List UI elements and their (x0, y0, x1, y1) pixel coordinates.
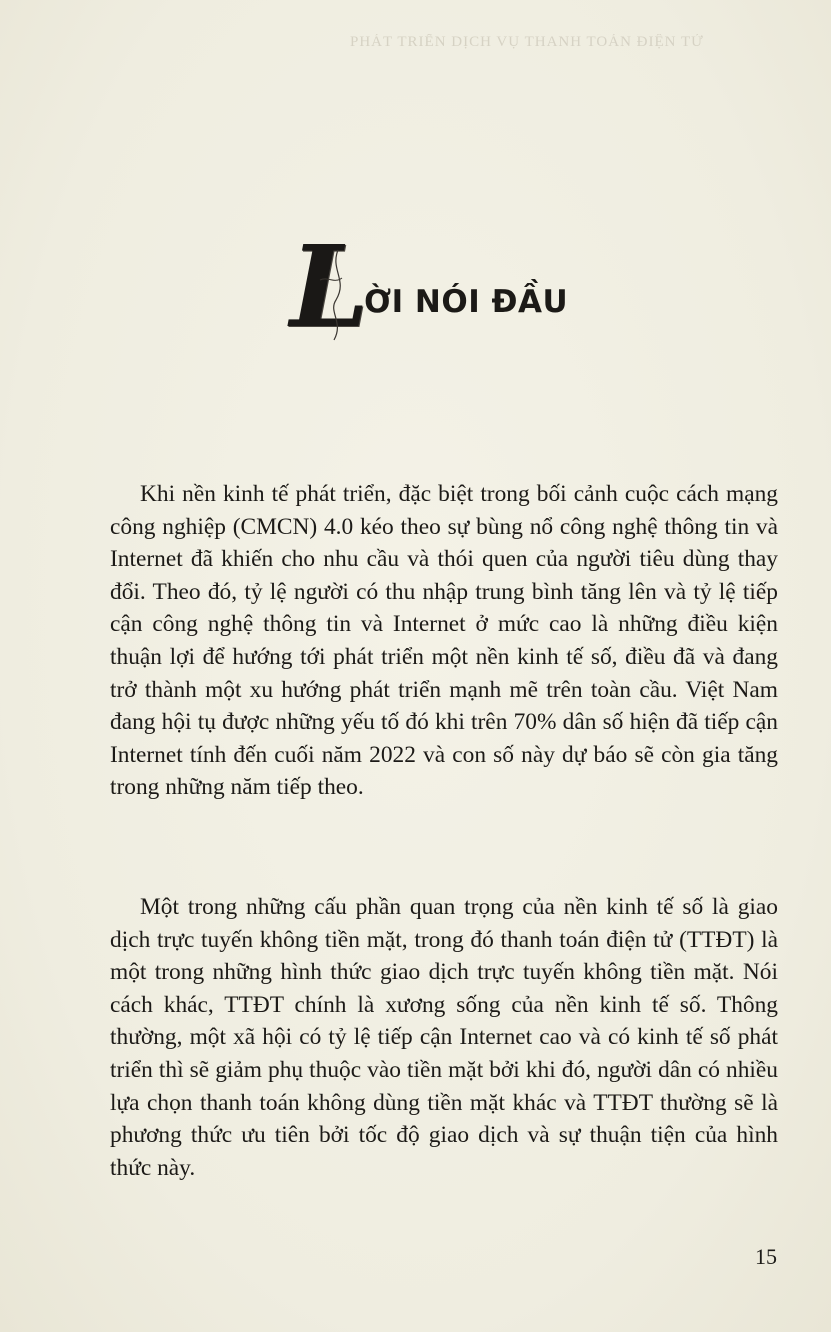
chapter-title-text: ỜI NÓI ĐẦU (364, 284, 569, 320)
page-number: 15 (755, 1244, 777, 1269)
paragraph-1: Khi nền kinh tế phát triển, đặc biệt trong bối cảnh cuộc cách mạng công nghiệp (CMCN) 4.0 kéo theo sự bùng nổ công nghệ thông tin và Internet đã khiến cho nhu cầu và thói quen của người tiêu dùng thay đổi. Theo đó, tỷ lệ người có thu nhập trung bình tăng lên và tỷ lệ tiếp cận công nghệ thông tin và Internet ở mức cao là những điều kiện thuận lợi để hướng tới phát triển một nền kinh tế số, điều đã và đang trở thành một xu hướng phát triển mạnh mẽ trên toàn cầu. Việt Nam đang hội tụ được những yếu tố đó khi trên 70% dân số hiện đã tiếp cận Internet tính đến cuối năm 2022 và con số này dự báo sẽ còn gia tăng trong những năm tiếp theo. (110, 481, 778, 801)
chapter-title (290, 222, 590, 353)
drop-cap-letter: L (290, 222, 369, 353)
paragraph-2: Một trong những cấu phần quan trọng của nền kinh tế số là giao dịch trực tuyến không tiền mặt, trong đó thanh toán điện tử (TTĐT) là một trong những hình thức giao dịch trực tuyến không tiền mặt. Nói cách khác, TTĐT chính là xương sống của nền kinh tế số. Thông thường, một xã hội có tỷ lệ tiếp cận Internet cao và có kinh tế số phát triển thì sẽ giảm phụ thuộc vào tiền mặt bởi khi đó, người dân có nhiều lựa chọn thanh toán không dùng tiền mặt khác và TTĐT thường sẽ là phương thức ưu tiên bởi tốc độ giao dịch và sự thuận tiện của hình thức này. (110, 894, 778, 1181)
running-header: PHÁT TRIỂN DỊCH VỤ THANH TOÁN ĐIỆN TỬ (350, 34, 704, 50)
